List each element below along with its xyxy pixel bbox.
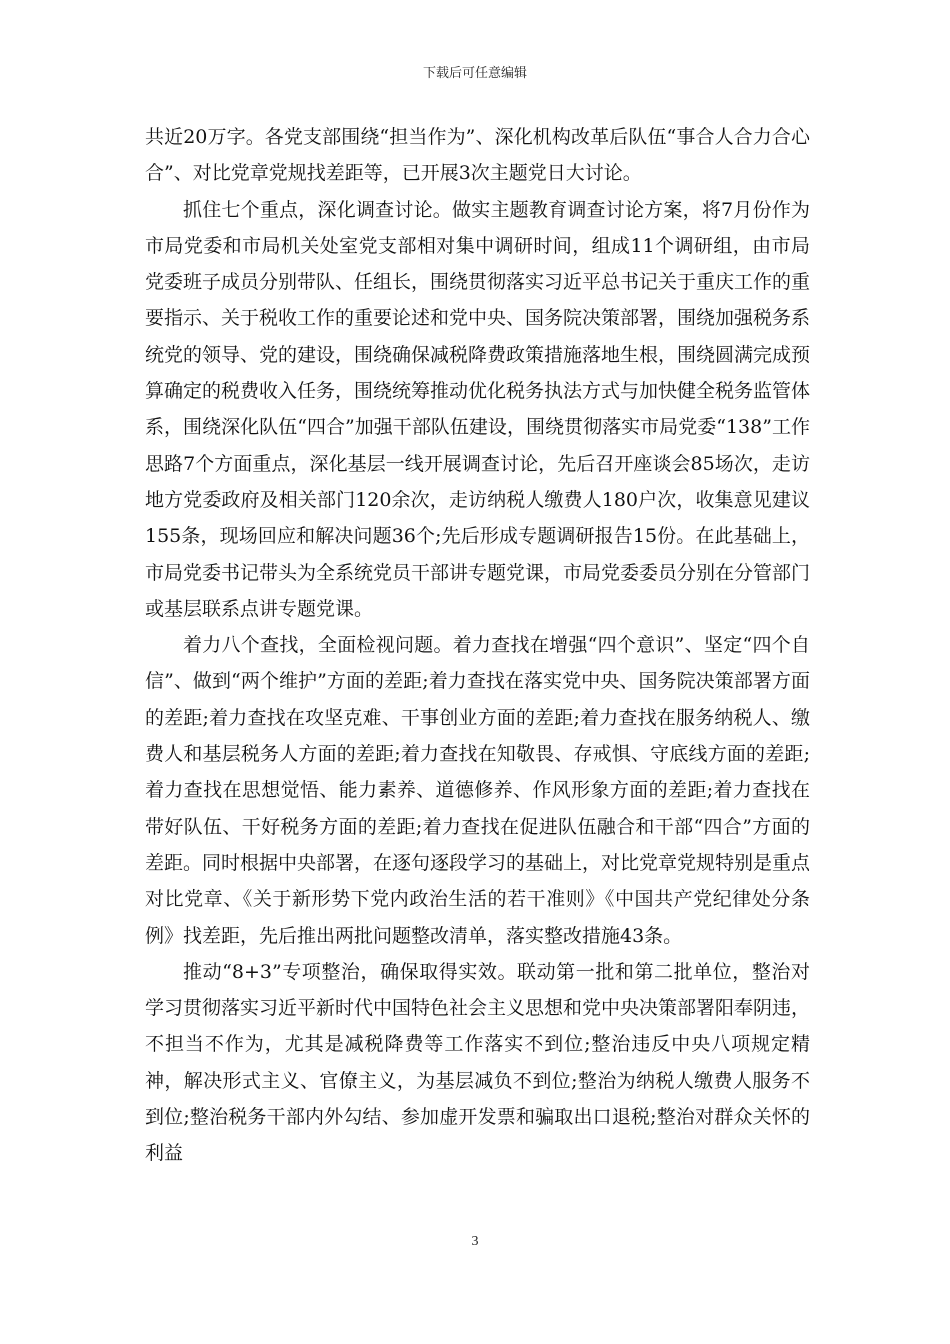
paragraph-continuation: 共近20万字。各党支部围绕“担当作为”、深化机构改革后队伍“事合人合力合心合”、对比党章党规找差距等，已开展3次主题党日大讨论。 xyxy=(145,126,810,185)
page-header: 下载后可任意编辑 xyxy=(422,66,527,81)
document-body xyxy=(145,119,810,1172)
paragraph-problem-inspection: 着力八个查找，全面检视问题。着力查找在增强“四个意识”、坚定“四个自信”、做到“两个维护”方面的差距;着力查找在落实党中央、国务院决策部署方面的差距;着力查找在攻坚克难、干事创业方面的差距;着力查找在服务纳税人、缴费人和基层税务人方面的差距;着力查找在知敬畏、存戒惧、守底线方面的差距;着力查找在思想觉悟、能力素养、道德修养、作风形象方面的差距;着力查找在带好队伍、干好税务方面的差距;着力查找在促进队伍融合和干部“四合”方面的差距。同时根据中央部署，在逐句逐段学习的基础上，对比党章党规特别是重点对比党章、《关于新形势下党内政治生活的若干准则》《中国共产党纪律处分条例》找差距，先后推出两批问题整改清单，落实整改措施43条。 xyxy=(145,634,811,947)
paragraph-special-rectification: 推动“8+3”专项整治，确保取得实效。联动第一批和第二批单位，整治对学习贯彻落实习近平新时代中国特色社会主义思想和党中央决策部署阳奉阴违，不担当不作为，尤其是减税降费等工作落实不到位;整治违反中央八项规定精神，解决形式主义、官僚主义，为基层减负不到位;整治为纳税人缴费人服务不到位;整治税务干部内外勾结、参加虚开发票和骗取出口退税;整治对群众关怀的利益 xyxy=(145,960,811,1165)
paragraph-survey-discussion: 抓住七个重点，深化调查讨论。做实主题教育调查讨论方案，将7月份作为市局党委和市局机关处室党支部相对集中调研时间，组成11个调研组，由市局党委班子成员分别带队、任组长，围绕贯彻落实习近平总书记关于重庆工作的重要指示、关于税收工作的重要论述和党中央、国务院决策部署，围绕加强税务系统党的领导、党的建设，围绕确保减税降费政策措施落地生根，围绕圆满完成预算确定的税费收入任务，围绕统筹推动优化税务执法方式与加快健全税务监管体系，围绕深化队伍“四合”加强干部队伍建设，围绕贯彻落实市局党委“138”工作思路7个方面重点，深化基层一线开展调查讨论，先后召开座谈会85场次，走访地方党委政府及相关部门120余次，走访纳税人缴费人180户次，收集意见建议155条，现场回应和解决问题36个;先后形成专题调研报告15份。在此基础上，市局党委书记带头为全系统党员干部讲专题党课，市局党委委员分别在分管部门或基层联系点讲专题党课。 xyxy=(145,198,811,620)
page-number: 3 xyxy=(471,1234,479,1249)
